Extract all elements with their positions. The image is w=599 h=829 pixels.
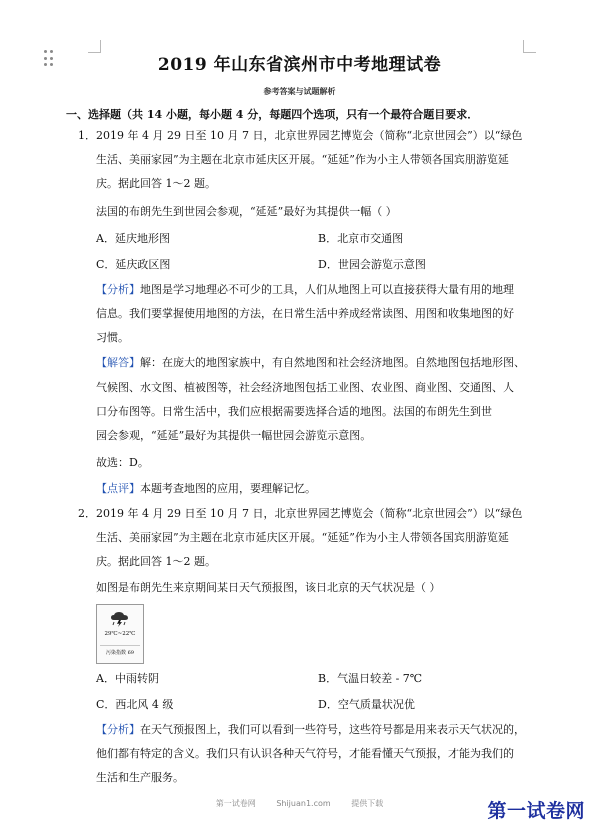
q2-option-c: C．西北风 4 级 [96, 698, 174, 711]
q2-analysis [96, 723, 525, 737]
q1-answer-line: 气候图、水文图、植被图等，社会经济地图包括工业图、农业图、商业图、交通图、人 [96, 381, 514, 394]
q1-option-a: A．延庆地形图 [96, 232, 170, 245]
q1-line: 生活、美丽家园”为主题在北京市延庆区开展。“延延”作为小主人带领各国宾朋游览延 [96, 153, 509, 166]
q1-option-c: C．延庆政区图 [96, 258, 171, 271]
q1-line: 1．2019 年 4 月 29 日至 10 月 7 日，北京世界园艺博览会（简称“北京世园会”）以“绿色 [78, 129, 523, 142]
section-heading: 一、选择题（共 14 小题，每小题 4 分，每题四个选项，只有一个最符合题目要求． [66, 108, 479, 121]
watermark-logo: 第一试卷网 [487, 800, 585, 822]
weather-air-quality: 污染指数 69 [106, 650, 134, 656]
q1-option-d: D．世园会游览示意图 [318, 258, 426, 271]
weather-forecast-card [96, 604, 144, 664]
q2-line: 生活、美丽家园”为主题在北京市延庆区开展。“延延”作为小主人带领各国宾朋游览延 [96, 531, 509, 544]
q1-answer-line: 口分布图等。日常生活中，我们应根据需要选择合适的地图。法国的布朗先生到世 [96, 405, 492, 418]
footer-site-name: 第一试卷网 [215, 799, 256, 808]
q2-analysis-line: 生活和生产服务。 [96, 771, 184, 784]
footer-download-note: 提供下载 [351, 799, 384, 808]
comment-tag: 【点评】 [96, 482, 140, 495]
answer-text: 解：在庞大的地图家族中，有自然地图和社会经济地图。自然地图包括地形图、 [140, 356, 525, 369]
analysis-text: 地图是学习地理必不可少的工具，人们从地图上可以直接获得大量有用的地理 [140, 283, 514, 296]
comment-text: 本题考查地图的应用，要理解记忆。 [140, 482, 316, 495]
q2-option-a: A．中雨转阴 [96, 672, 159, 685]
analysis-text: 在天气预报图上，我们可以看到一些符号，这些符号都是用来表示天气状况的， [140, 723, 525, 736]
q1-analysis-line: 习惯。 [96, 331, 129, 344]
footer-site-url: Shijuan1.com [276, 799, 331, 808]
analysis-tag: 【分析】 [96, 723, 140, 736]
q1-option-b: B．北京市交通图 [318, 232, 404, 245]
q1-answer-line: 园会参观，“延延”最好为其提供一幅世园会游览示意图。 [96, 429, 372, 442]
thunderstorm-icon [110, 611, 130, 627]
document-subtitle: 参考答案与试题解析 [263, 86, 336, 96]
q1-comment [96, 482, 316, 496]
q1-conclusion: 故选：D。 [96, 456, 149, 469]
q1-stem: 法国的布朗先生到世园会参观，“延延”最好为其提供一幅（ ） [96, 205, 397, 218]
q1-analysis-line: 信息。我们要掌握使用地图的方法，在日常生活中养成经常读图、用图和收集地图的好 [96, 307, 514, 320]
weather-temperature: 29℃~22℃ [104, 631, 136, 637]
answer-tag: 【解答】 [96, 356, 140, 369]
q2-option-d: D．空气质量状况优 [318, 698, 415, 711]
analysis-tag: 【分析】 [96, 283, 140, 296]
q2-analysis-line: 他们都有特定的含义。我们只有认识各种天气符号，才能看懂天气预报，才能为我们的 [96, 747, 514, 760]
q2-option-b: B．气温日较差 - 7℃ [318, 672, 423, 685]
document-title: 2019 年山东省滨州市中考地理试卷 [157, 55, 442, 75]
q2-stem: 如图是布朗先生来京期间某日天气预报图，该日北京的天气状况是（ ） [96, 581, 441, 594]
q1-analysis [96, 283, 514, 297]
q2-line: 2．2019 年 4 月 29 日至 10 月 7 日，北京世界园艺博览会（简称“北京世园会”）以“绿色 [78, 507, 523, 520]
q1-answer [96, 356, 525, 370]
weather-divider [100, 645, 140, 646]
q1-line: 庆。据此回答 1～2 题。 [96, 177, 216, 190]
q2-line: 庆。据此回答 1～2 题。 [96, 555, 216, 568]
